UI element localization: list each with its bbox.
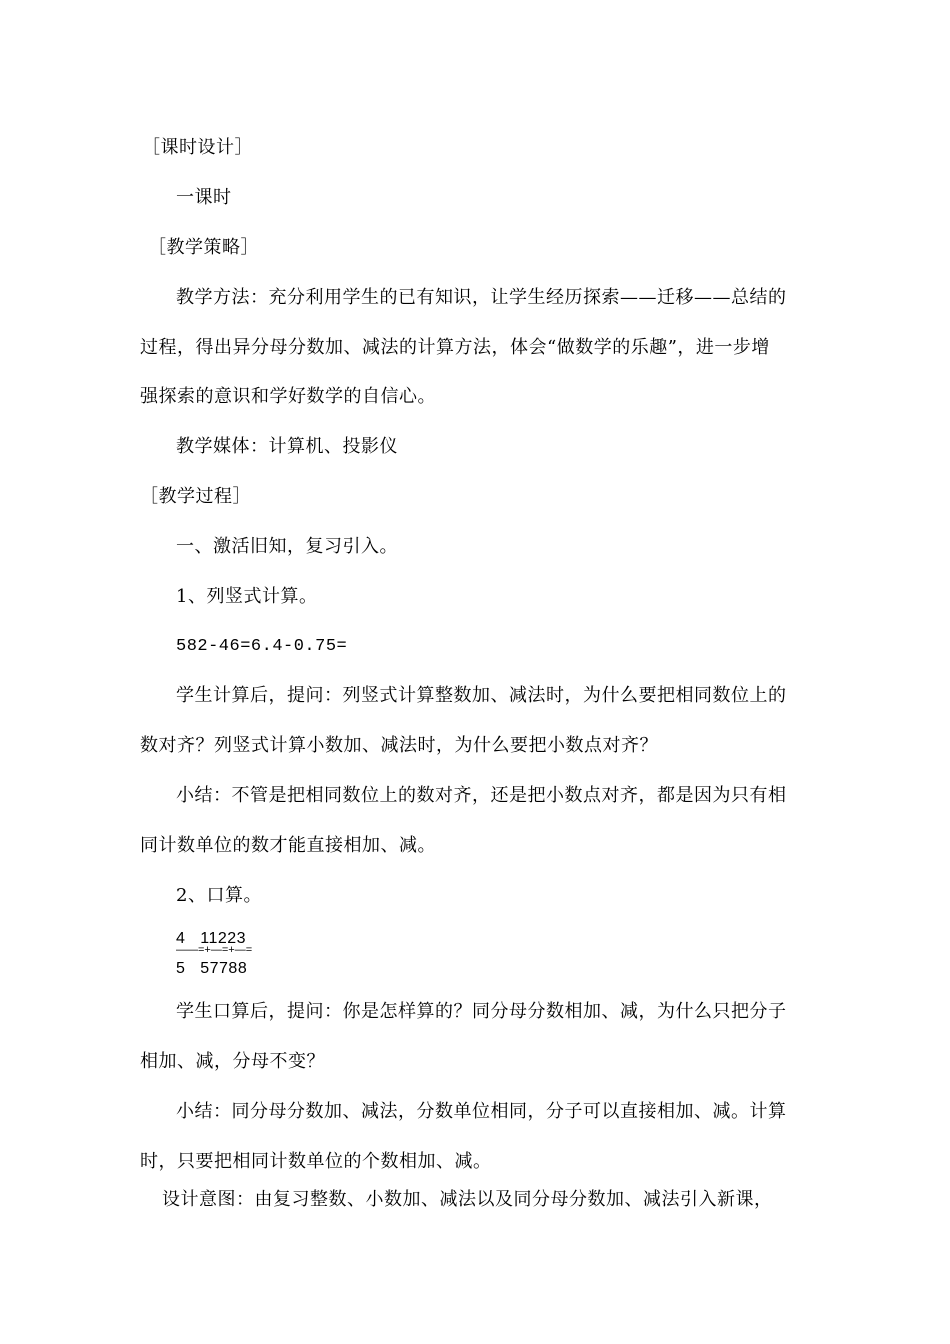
item-1-expression: 582-46=6.4-0.75=	[176, 637, 348, 656]
fraction-operators: ——=+—=+—=	[176, 944, 253, 956]
item-2-title: 2、口算。	[176, 885, 262, 906]
fraction-exercises	[176, 930, 296, 978]
question-1-line-2: 数对齐？列竖式计算小数加、减法时，为什么要把小数点对齐？	[140, 735, 658, 756]
media-line: 教学媒体：计算机、投影仪	[176, 436, 398, 457]
section-1-title: 一、激活旧知，复习引入。	[176, 536, 398, 557]
lesson-count: 一课时	[176, 187, 232, 208]
method-paragraph-line-1: 教学方法：充分利用学生的已有知识，让学生经历探索——迁移——总结的	[176, 287, 787, 308]
item-1-title: 1、列竖式计算。	[176, 586, 318, 607]
question-2-line-1: 学生口算后，提问：你是怎样算的？同分母分数相加、减，为什么只把分子	[176, 1001, 787, 1022]
fraction-denominators: 5 57788	[176, 960, 248, 977]
question-2-line-2: 相加、减，分母不变？	[140, 1051, 325, 1072]
summary-2-line-1: 小结：同分母分数加、减法，分数单位相同，分子可以直接相加、减。计算	[176, 1101, 787, 1122]
heading-lesson-design: ［课时设计］	[142, 137, 253, 158]
heading-process: ［教学过程］	[140, 486, 251, 507]
method-paragraph-line-3: 强探索的意识和学好数学的自信心。	[140, 386, 436, 407]
heading-strategy: ［教学策略］	[148, 237, 259, 258]
question-1-line-1: 学生计算后，提问：列竖式计算整数加、减法时，为什么要把相同数位上的	[176, 685, 787, 706]
summary-2-line-2: 时，只要把相同计数单位的个数相加、减。	[140, 1151, 492, 1172]
method-paragraph-line-2: 过程，得出异分母分数加、减法的计算方法，体会“做数学的乐趣”，进一步增	[140, 337, 770, 358]
fraction-numerators: 4 11223	[176, 930, 247, 947]
summary-1-line-1: 小结：不管是把相同数位上的数对齐，还是把小数点对齐，都是因为只有相	[176, 785, 787, 806]
design-intent-line: 设计意图：由复习整数、小数加、减法以及同分母分数加、减法引入新课，	[162, 1189, 773, 1210]
summary-1-line-2: 同计数单位的数才能直接相加、减。	[140, 835, 436, 856]
